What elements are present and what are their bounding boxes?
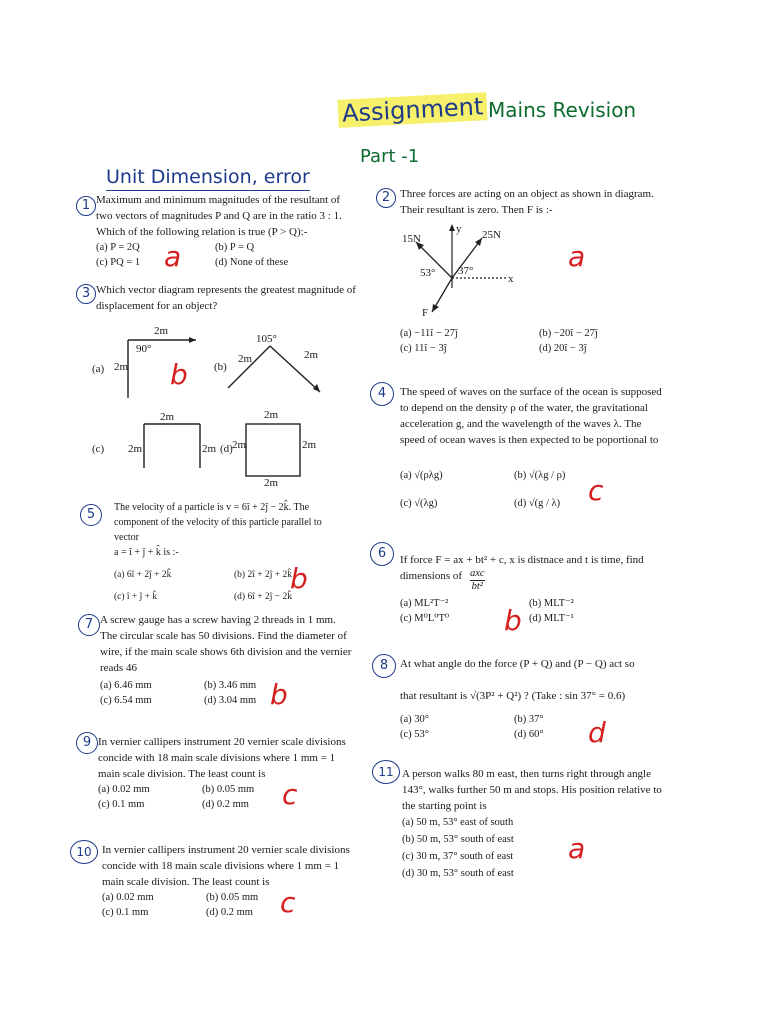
- q10-option-c: (c) 0.1 mm: [102, 907, 149, 918]
- q11-answer: a: [568, 832, 586, 865]
- q1-stem: Maximum and minimum magnitudes of the resultant of two vectors of magnitudes P and Q are in the ratio 3 : 1. Which of the following relation is true (P > Q):-: [96, 194, 342, 238]
- q8-stem: At what angle do the force (P + Q) and (P − Q) act so: [400, 658, 635, 670]
- q11-option-b: (b) 50 m, 53° south of east: [402, 834, 514, 845]
- q4-option-a: (a) √(ρλg): [400, 470, 443, 481]
- q8-number: 8: [372, 654, 396, 678]
- q6-option-b: (b) MLT⁻²: [529, 598, 574, 609]
- q10: [102, 842, 354, 920]
- q4-stem: The speed of waves on the surface of the ocean is supposed to depend on the density ρ of the water, the gravitational acceleration g, and the wavelength of the waves λ. The speed of ocean waves is then expected to be poportional to: [400, 386, 662, 446]
- q6-fraction: [470, 568, 485, 593]
- q6-option-d: (d) MLT⁻¹: [529, 613, 574, 624]
- q6-option-a: (a) ML²T⁻²: [400, 598, 449, 609]
- q11-option-c: (c) 30 m, 37° south of east: [402, 851, 514, 862]
- q3-label-d: (d): [220, 443, 233, 455]
- q4-option-b: (b) √(λg / ρ): [514, 470, 566, 481]
- q3-a-top: 2m: [154, 325, 169, 337]
- q9: [98, 734, 352, 812]
- q5: [114, 500, 346, 608]
- q3-number: 3: [76, 284, 96, 304]
- q4-number: 4: [370, 382, 394, 406]
- q1-option-a: (a) P = 2Q: [96, 242, 140, 253]
- q11-options: [402, 814, 670, 882]
- q10-answer: c: [280, 886, 296, 919]
- q3-c-left: 2m: [128, 443, 143, 455]
- q9-option-a: (a) 0.02 mm: [98, 784, 150, 795]
- q2-options: [400, 326, 670, 356]
- q5-option-c: (c) î + ĵ + k̂: [114, 592, 158, 602]
- q6: [400, 552, 666, 626]
- q6-stem: If force F = ax + bt² + c, x is distnace and t is time, find dimensions of: [400, 554, 644, 582]
- q7-option-a: (a) 6.46 mm: [100, 680, 152, 691]
- q7-option-d: (d) 3.04 mm: [204, 695, 257, 706]
- q5-stem-vector: a = î + ĵ + k̂ is :-: [114, 547, 179, 558]
- q3-stem: Which vector diagram represents the greatest magnitude of displacement for an object?: [96, 284, 356, 312]
- q4-option-c: (c) √(λg): [400, 498, 438, 509]
- q7-option-c: (c) 6.54 mm: [100, 695, 152, 706]
- q3-d-left: 2m: [232, 439, 247, 451]
- q2-option-a: (a) −11î − 27ĵ: [400, 328, 458, 339]
- q6-answer: b: [504, 604, 522, 637]
- q2-axis-x: x: [508, 273, 514, 285]
- q11-number: 11: [372, 760, 400, 784]
- q1-option-b: (b) P = Q: [215, 242, 255, 253]
- q4-option-d: (d) √(g / λ): [514, 498, 561, 509]
- q2-axis-y: y: [456, 223, 462, 235]
- q9-option-b: (b) 0.05 mm: [202, 784, 255, 795]
- q1-answer: a: [164, 240, 182, 273]
- q11-option-a: (a) 50 m, 53° east of south: [402, 817, 514, 828]
- q7-number: 7: [78, 614, 100, 636]
- q3-label-a: (a): [92, 363, 105, 375]
- q3-label-b: (b): [214, 361, 227, 373]
- assignment-title: Assignment: [337, 92, 488, 128]
- q2-option-b: (b) −20î − 27ĵ: [539, 328, 598, 339]
- q6-fraction-numerator: axc: [470, 568, 485, 579]
- q3-a-angle: 90°: [136, 343, 152, 355]
- q1: [96, 192, 358, 270]
- q2-force-25n: 25N: [482, 229, 501, 241]
- q3-d-right: 2m: [302, 439, 317, 451]
- q2-answer: a: [568, 240, 586, 273]
- q5-option-a: (a) 6î + 2ĵ + 2k̂: [114, 570, 172, 580]
- q3-c-top: 2m: [160, 411, 175, 423]
- part-label: Part -1: [360, 146, 420, 167]
- q7-answer: b: [270, 678, 288, 711]
- q2-force-f: F: [422, 307, 429, 319]
- q11: [402, 766, 670, 882]
- q2-angle-37: 37°: [458, 265, 474, 277]
- unit-heading: Unit Dimension, error: [106, 166, 310, 191]
- mains-revision-title: Mains Revision: [488, 98, 637, 122]
- q1-number: 1: [76, 196, 96, 216]
- q8-option-a: (a) 30°: [400, 714, 429, 725]
- q11-stem: A person walks 80 m east, then turns right through angle 143°, walks further 50 m and stops. His position relative to the starting point is: [402, 768, 662, 812]
- q2-force-15n: 15N: [402, 233, 421, 245]
- q5-option-b: (b) 2î + 2ĵ + 2k̂: [234, 570, 292, 580]
- q6-option-c: (c) M⁰L⁰T⁰: [400, 613, 450, 624]
- q8-option-d: (d) 60°: [514, 729, 544, 740]
- q3-c-right: 2m: [202, 443, 217, 455]
- q4: [400, 384, 666, 518]
- q8-option-c: (c) 53°: [400, 729, 429, 740]
- q3-diagrams: [88, 318, 348, 490]
- q3-label-c: (c): [92, 443, 105, 455]
- q9-option-d: (d) 0.2 mm: [202, 799, 249, 810]
- q3-b-left: 2m: [238, 353, 253, 365]
- q9-number: 9: [76, 732, 98, 754]
- q4-answer: c: [588, 474, 604, 507]
- q8-option-b: (b) 37°: [514, 714, 544, 725]
- q7-option-b: (b) 3.46 mm: [204, 680, 257, 691]
- q8: [400, 656, 670, 742]
- q2-force-diagram: [396, 220, 526, 320]
- q3-b-angle: 105°: [256, 333, 277, 345]
- q6-fraction-denominator: bt²: [471, 581, 483, 592]
- q10-number: 10: [70, 840, 98, 864]
- q5-number: 5: [80, 504, 102, 526]
- q3-b-right: 2m: [304, 349, 319, 361]
- q11-option-d: (d) 30 m, 53° south of east: [402, 868, 514, 879]
- q9-answer: c: [282, 778, 298, 811]
- q6-number: 6: [370, 542, 394, 566]
- q2-angle-53: 53°: [420, 267, 436, 279]
- q2-number: 2: [376, 188, 396, 208]
- q7-stem: A screw gauge has a screw having 2 threads in 1 mm. The circular scale has 50 divisions. Find the diameter of wire, if the main scale shows 6th division and the vernier reads 46: [100, 614, 352, 674]
- q2-option-c: (c) 11î − 3ĵ: [400, 343, 447, 354]
- q5-option-d: (d) 6î + 2ĵ − 2k̂: [234, 592, 292, 602]
- q3-d-bottom: 2m: [264, 477, 279, 489]
- q7: [100, 612, 352, 708]
- q5-stem: The velocity of a particle is v = 6î + 2ĵ − 2k̂. The component of the velocity of this particle parallel to vector: [114, 502, 322, 543]
- q1-option-d: (d) None of these: [215, 257, 289, 268]
- q2-stem: Three forces are acting on an object as shown in diagram. Their resultant is zero. Then F is :-: [400, 188, 654, 216]
- q10-option-d: (d) 0.2 mm: [206, 907, 253, 918]
- q3-answer: b: [170, 358, 188, 391]
- q10-option-a: (a) 0.02 mm: [102, 892, 154, 903]
- q10-stem: In vernier callipers instrument 20 vernier scale divisions concide with 18 main scale divisions where 1 mm = 1 main scale division. The least count is: [102, 844, 350, 888]
- q9-option-c: (c) 0.1 mm: [98, 799, 145, 810]
- q10-option-b: (b) 0.05 mm: [206, 892, 259, 903]
- q3-a-left: 2m: [114, 361, 129, 373]
- q8-answer: d: [588, 716, 606, 749]
- q9-stem: In vernier callipers instrument 20 vernier scale divisions concide with 18 main scale divisions where 1 mm = 1 main scale division. The least count is: [98, 736, 346, 780]
- q5-answer: b: [290, 562, 308, 595]
- q8-stem-resultant: that resultant is √(3P² + Q²) ? (Take : sin 37° = 0.6): [400, 690, 626, 702]
- q2-option-d: (d) 20î − 3ĵ: [539, 343, 587, 354]
- q1-option-c: (c) PQ = 1: [96, 257, 141, 268]
- q3-d-top: 2m: [264, 409, 279, 421]
